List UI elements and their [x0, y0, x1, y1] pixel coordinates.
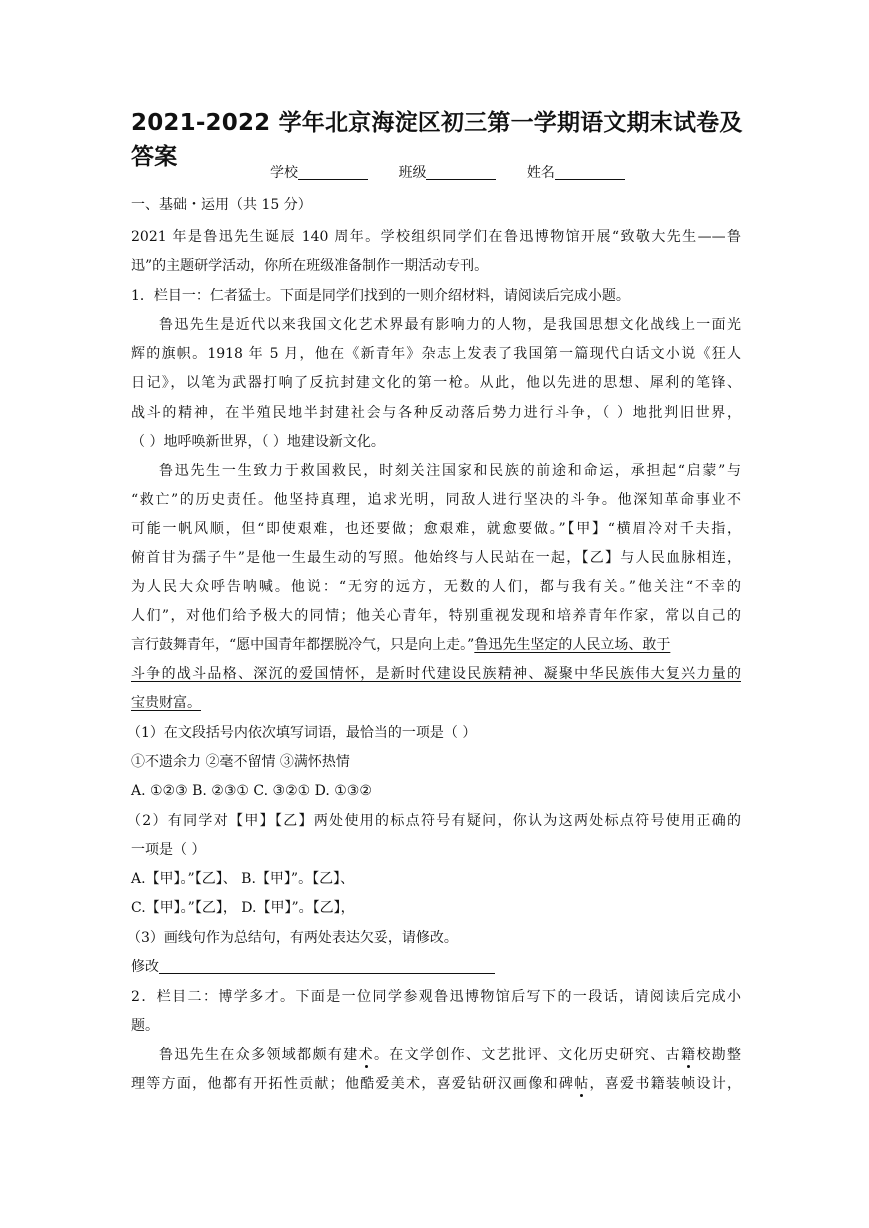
- sub-question-1-options: A. ①②③ B. ②③① C. ③②① D. ①③②: [131, 783, 372, 799]
- q2-text-segment: 。在文学创作、文艺批评、文化历史研究、古: [373, 1047, 681, 1063]
- q1-para2-line-7: [131, 636, 741, 654]
- q1-para2-line-4: 俯首甘为孺子牛”是他一生最生动的写照。他始终与人民站在一起，【乙】与人民血脉相连，: [131, 550, 741, 566]
- q1-para2-line-7-plain: 言行鼓舞青年，“愿中国青年都摆脱冷气，只是向上走。”: [131, 637, 475, 653]
- q2-text-segment: ，喜爱书籍装帧设计，: [589, 1076, 742, 1092]
- q1-para2-line-2: “救亡”的历史责任。他坚持真理，追求光明，同敌人进行坚决的斗争。他深知革命事业不: [131, 492, 741, 508]
- sub-question-2-stem-2: 一项是（ ）: [131, 842, 206, 858]
- intro-line-1: 2021 年是鲁迅先生诞辰 140 周年。学校组织同学们在鲁迅博物馆开展“致敬大先生——鲁: [131, 229, 741, 245]
- name-label: 姓名: [526, 165, 555, 181]
- q2-para-line-1: [159, 1046, 741, 1064]
- school-field[interactable]: [298, 165, 368, 180]
- sub-question-3-stem: （3）画线句作为总结句，有两处表达欠妥，请修改。: [127, 930, 458, 946]
- underlined-sentence-part-1: 鲁迅先生坚定的人民立场、敢于: [474, 637, 671, 653]
- school-label: 学校: [270, 165, 298, 181]
- section-heading: 一、基础・运用（共 15 分）: [131, 197, 312, 213]
- q2-text-segment: 校勘整: [696, 1047, 742, 1063]
- sub-question-1-stem: （1）在文段括号内依次填写词语，最恰当的一项是（ ）: [127, 725, 477, 741]
- sub-question-3-answer: [131, 958, 741, 976]
- student-info-line: [270, 164, 625, 182]
- q1-para1-line-3: 日记》，以笔为武器打响了反抗封建文化的第一枪。从此，他以先进的思想、犀利的笔锋、: [131, 375, 741, 391]
- q1-para2-line-1: 鲁迅先生一生致力于救国救民，时刻关注国家和民族的前途和命运，承担起“启蒙”与: [159, 463, 741, 479]
- dotted-character: 籍: [680, 1047, 697, 1063]
- class-label: 班级: [398, 165, 427, 181]
- q1-para2-line-6: 人们”，对他们给予极大的同情；他关心青年，特别重视发现和培养青年作家，常以自己的: [131, 608, 741, 624]
- q1-para2-line-3: 可能一帆风顺，但“即使艰难，也还要做；愈艰难，就愈要做。”【甲】“横眉冷对千夫指，: [131, 521, 741, 537]
- q2-text-segment: 鲁迅先生在众多领域都颇有建: [159, 1047, 359, 1063]
- question-2-stem-2: 题。: [131, 1018, 159, 1034]
- underlined-sentence-part-3: [131, 694, 741, 712]
- sub-question-2-options-row-1: A.【甲】。”【乙】、 B.【甲】”。【乙】、: [131, 871, 355, 887]
- question-2-stem-1: 2．栏目二：博学多才。下面是一位同学参观鲁迅博物馆后写下的一段话，请阅读后完成小: [131, 989, 741, 1005]
- sub-question-2-options-row-2: C.【甲】。”【乙】， D.【甲】”。【乙】，: [131, 900, 355, 916]
- q1-para2-line-5: 为人民大众呼告呐喊。他说：“无穷的远方，无数的人们，都与我有关。”他关注“不幸的: [131, 579, 741, 595]
- question-1-stem: 1．栏目一：仁者猛士。下面是同学们找到的一则介绍材料，请阅读后完成小题。: [131, 288, 630, 304]
- underlined-sentence-part-2: 斗争的战斗品格、深沉的爱国情怀，是新时代建设民族精神、凝聚中华民族伟大复兴力量的: [131, 666, 741, 682]
- q1-para1-line-2: 辉的旗帜。1918 年 5 月，他在《新青年》杂志上发表了我国第一篇现代白话文小说《狂人: [131, 346, 741, 362]
- class-field[interactable]: [426, 165, 496, 180]
- answer-blank[interactable]: [159, 959, 495, 974]
- q2-para-line-2: [131, 1075, 741, 1093]
- q2-text-segment: 理等方面，他都有开拓性贡献；他酷爱美术，喜爱钻研汉画像和碑: [131, 1076, 575, 1092]
- intro-line-2: 迅”的主题研学活动，你所在班级准备制作一期活动专刊。: [131, 258, 489, 274]
- dotted-character: 术: [358, 1047, 374, 1063]
- sub-question-2-stem-1: （2）有同学对【甲】【乙】两处使用的标点符号有疑问，你认为这两处标点符号使用正确的: [127, 813, 741, 829]
- q1-para1-line-5: （ ）地呼唤新世界，（ ）地建设新文化。: [131, 434, 385, 450]
- sub-question-1-words: ①不遗余力 ②毫不留情 ③满怀热情: [131, 754, 350, 770]
- q1-para1-line-1: 鲁迅先生是近代以来我国文化艺术界最有影响力的人物，是我国思想文化战线上一面光: [159, 317, 741, 333]
- dotted-character: 帖: [574, 1076, 590, 1092]
- q1-para1-line-4: 战斗的精神，在半殖民地半封建社会与各种反动落后势力进行斗争，（ ）地批判旧世界，: [131, 405, 741, 421]
- page-title: 2021-2022 学年北京海淀区初三第一学期语文期末试卷及答案: [131, 110, 743, 170]
- answer-label: 修改: [131, 959, 159, 975]
- name-field[interactable]: [555, 165, 625, 180]
- underlined-sentence-end: 宝贵财富。: [131, 695, 201, 711]
